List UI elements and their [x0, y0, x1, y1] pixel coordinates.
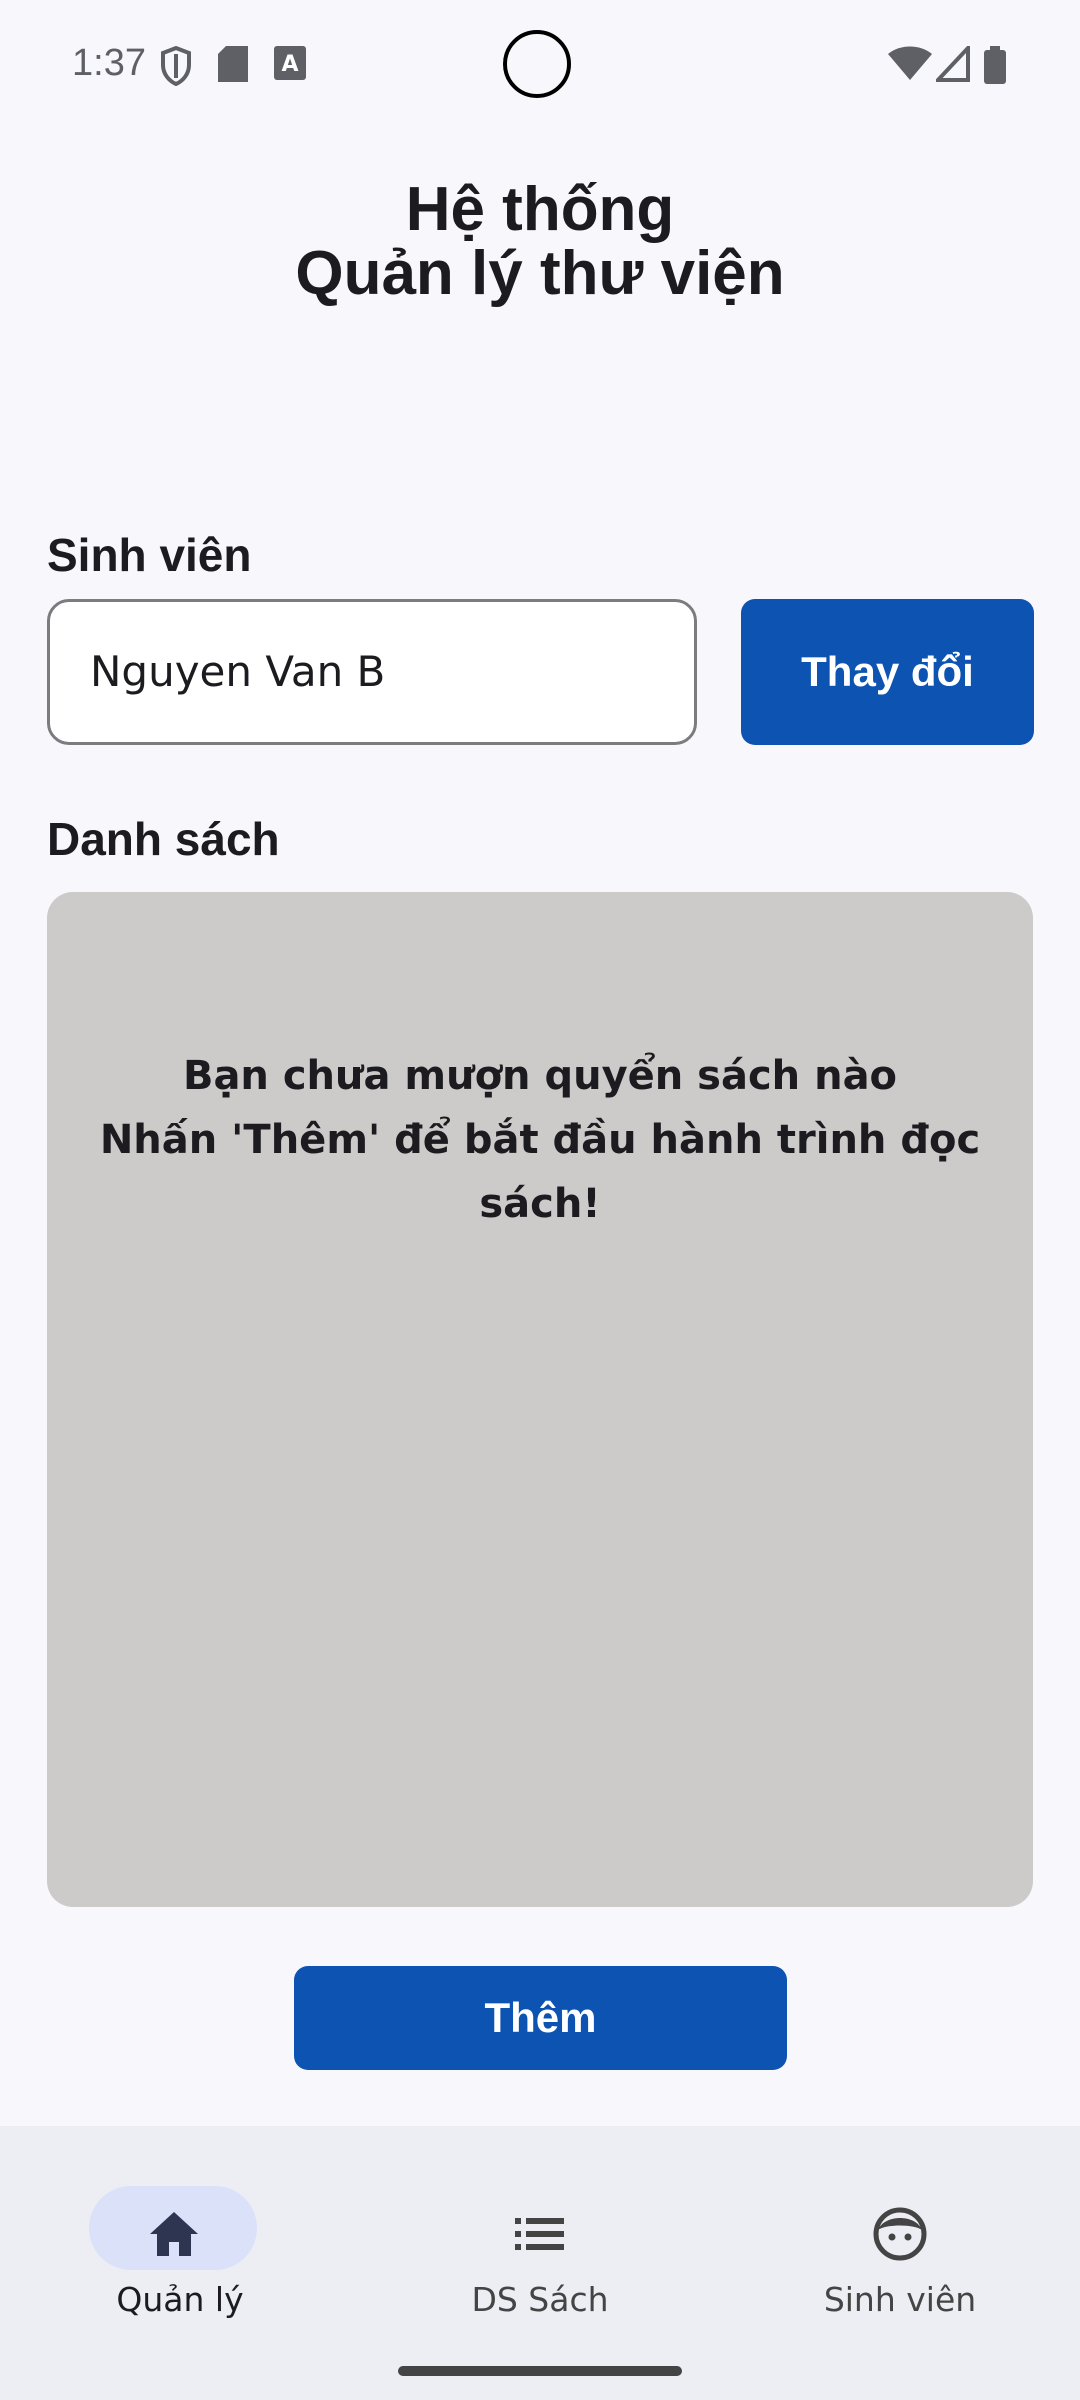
empty-state-message [47, 1044, 1033, 1236]
a-box-icon [274, 46, 306, 80]
change-student-button[interactable]: Thay đổi [741, 599, 1034, 745]
camera-cutout [503, 30, 571, 98]
title-line-1: Hệ thống [405, 175, 675, 244]
list-icon [510, 2204, 570, 2264]
nav-item-manage[interactable] [0, 2156, 360, 2356]
nav-label-student: Sinh viên [823, 2280, 977, 2319]
battery-icon [984, 46, 1006, 84]
home-icon [144, 2204, 204, 2264]
status-bar [0, 0, 1080, 130]
page-title [0, 175, 1080, 308]
wifi-icon [888, 46, 932, 82]
student-label: Sinh viên [47, 529, 252, 581]
empty-message-line-2: Nhấn 'Thêm' để bắt đầu hành trình đọc sách! [99, 1117, 981, 1227]
title-line-2: Quản lý thư viện [295, 239, 785, 308]
status-time: 1:37 [72, 42, 146, 84]
borrowed-books-list [47, 892, 1033, 1907]
signal-icon [936, 46, 970, 82]
nav-item-student[interactable] [720, 2156, 1080, 2356]
add-button[interactable]: Thêm [294, 1966, 787, 2070]
empty-message-line-1: Bạn chưa mượn quyển sách nào [182, 1053, 898, 1099]
nav-item-books[interactable] [360, 2156, 720, 2356]
shield-icon [160, 46, 192, 86]
list-label: Danh sách [47, 813, 280, 865]
face-icon [870, 2204, 930, 2264]
home-indicator[interactable] [398, 2366, 682, 2376]
student-name-input[interactable]: Nguyen Van B [47, 599, 697, 745]
nav-label-manage: Quản lý [116, 2280, 244, 2319]
nav-label-books: DS Sách [471, 2280, 609, 2319]
svg-text:A: A [281, 52, 299, 77]
bottom-navigation [0, 2126, 1080, 2400]
sd-card-icon [218, 46, 248, 82]
